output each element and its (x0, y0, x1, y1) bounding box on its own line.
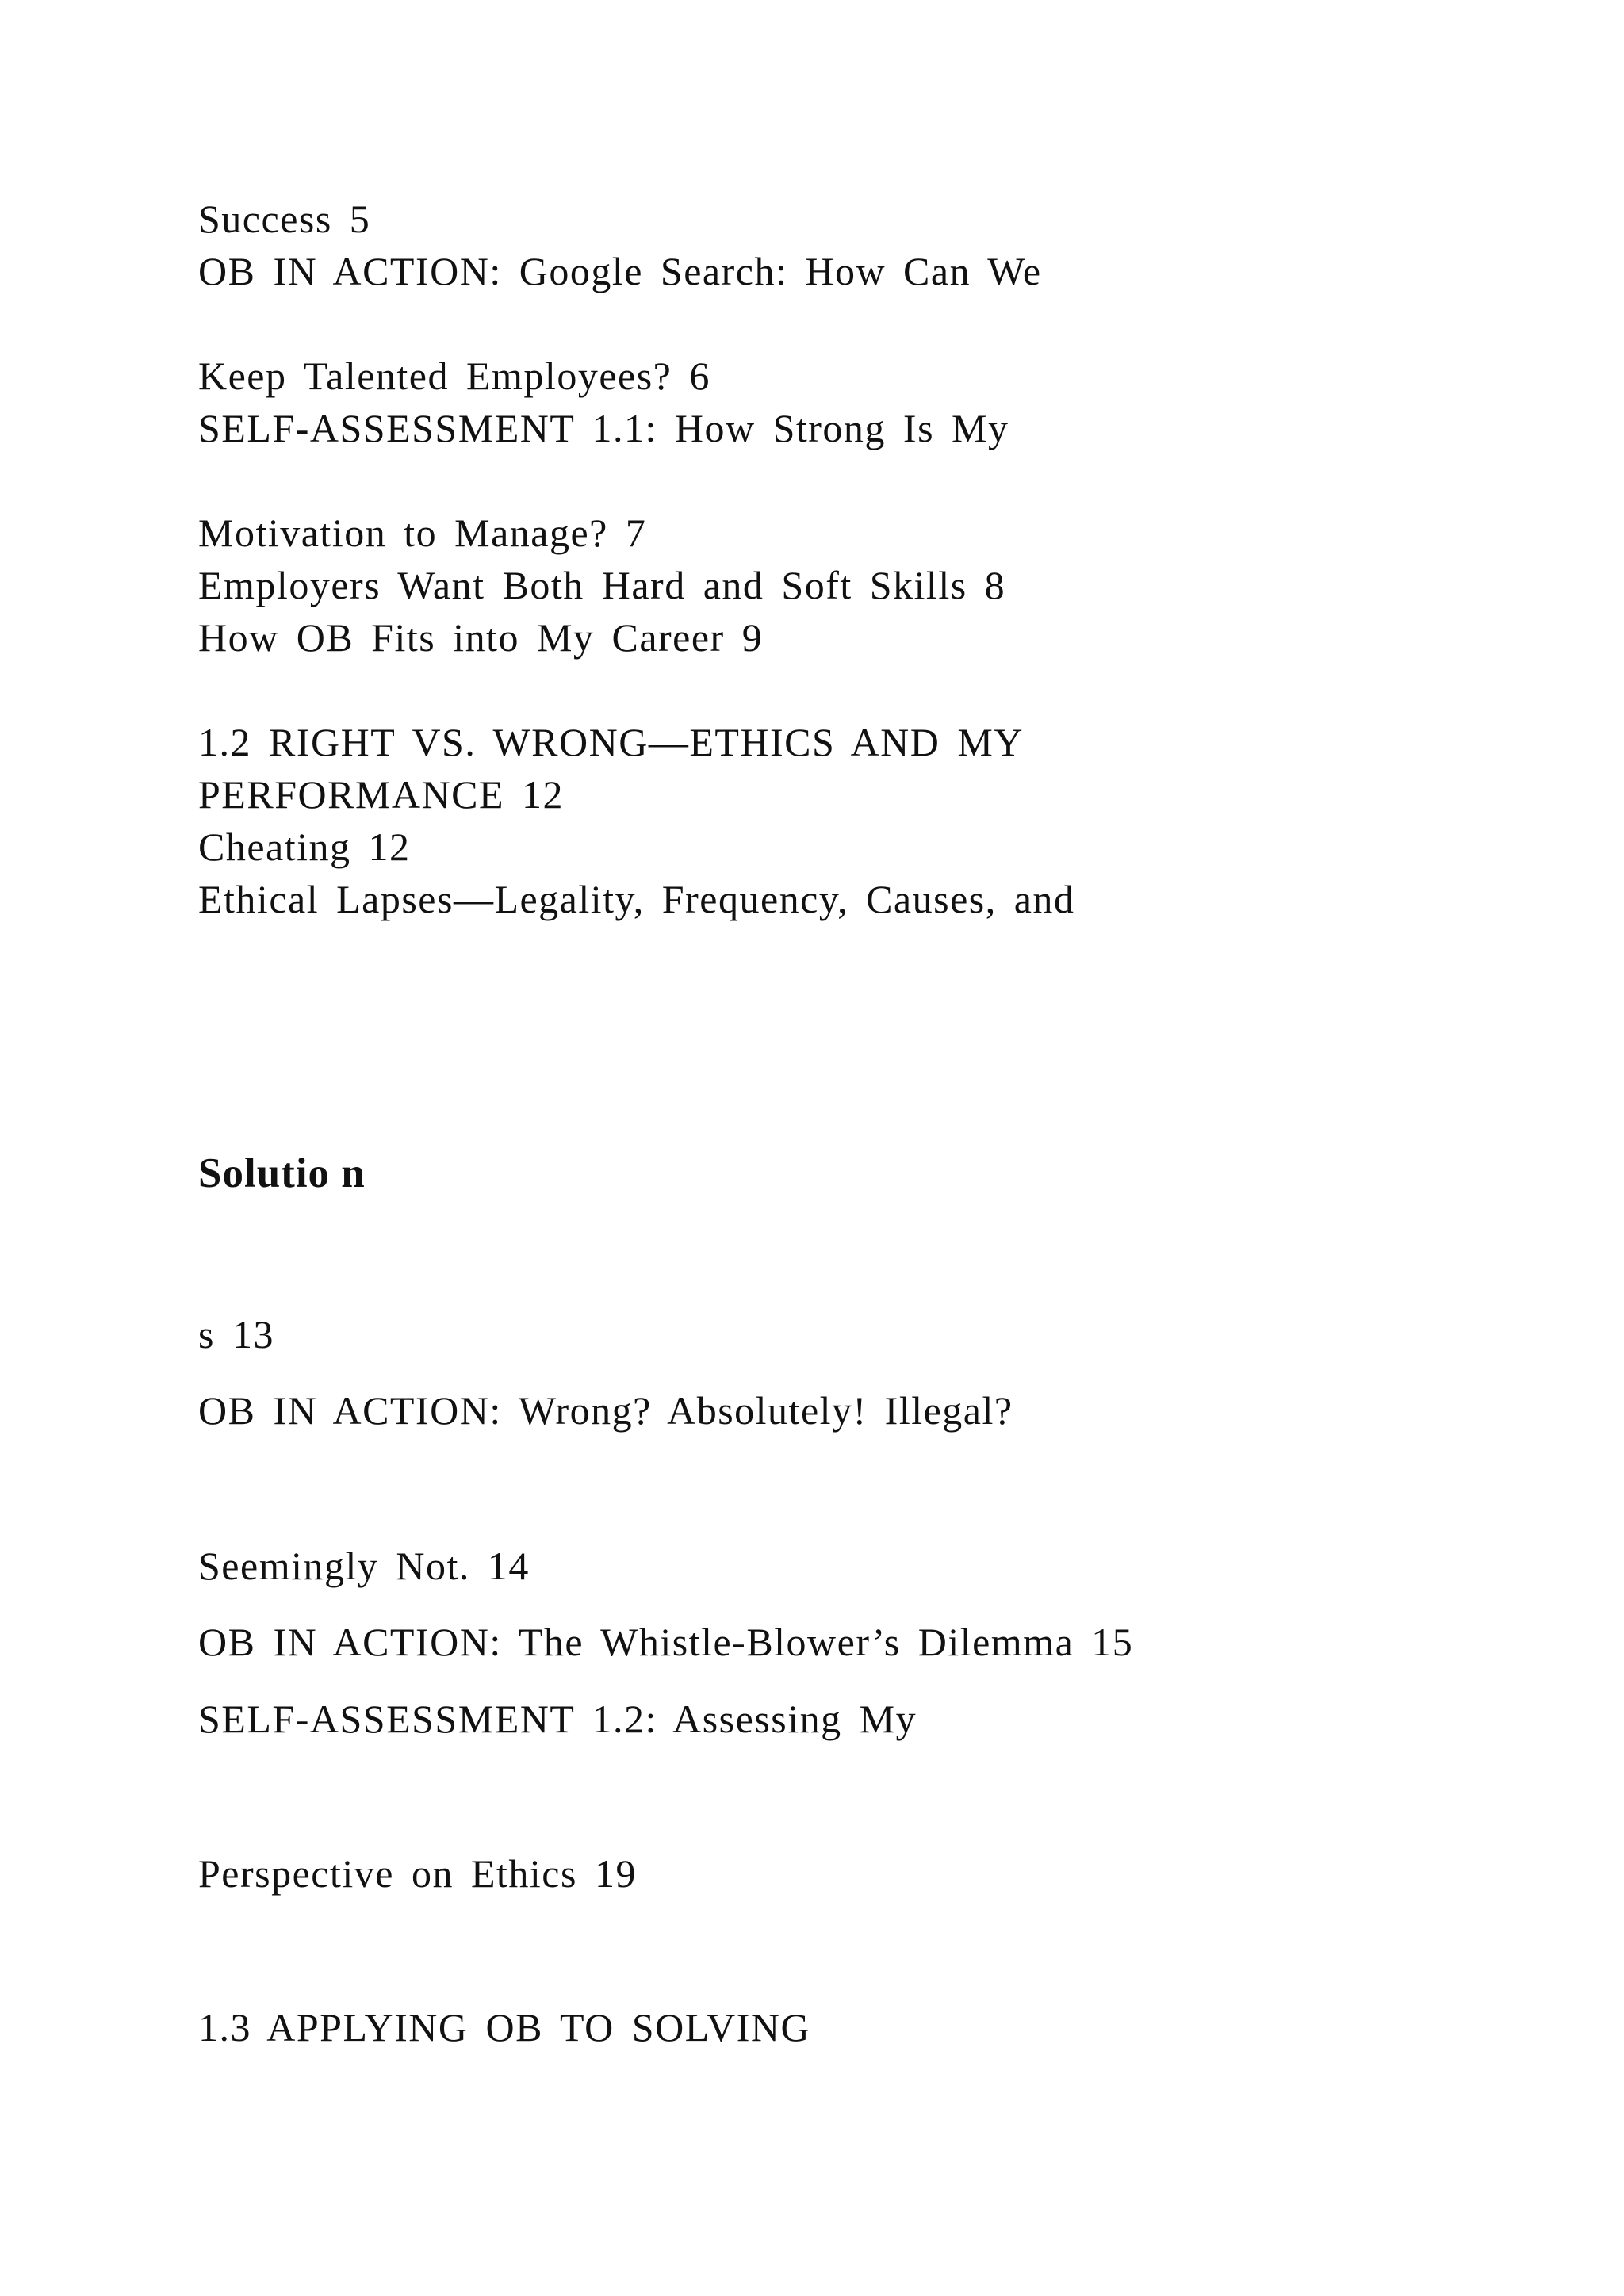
text-line: OB IN ACTION: Google Search: How Can We (198, 249, 1042, 293)
section-heading: 1.3 APPLYING OB TO SOLVING (198, 2005, 811, 2049)
text-line: Seemingly Not. 14 (198, 1544, 530, 1588)
text-line: Cheating 12 (198, 825, 411, 869)
section-heading: PERFORMANCE 12 (198, 772, 565, 817)
text-line: Motivation to Manage? 7 (198, 511, 647, 555)
solution-heading: Solutio n (198, 1150, 366, 1196)
text-line: OB IN ACTION: The Whistle-Blower’s Dilemma 15 (198, 1620, 1134, 1664)
text-line: How OB Fits into My Career 9 (198, 615, 764, 660)
text-line: Perspective on Ethics 19 (198, 1851, 637, 1896)
text-line: SELF-ASSESSMENT 1.2: Assessing My (198, 1697, 917, 1741)
text-line: s 13 (198, 1312, 274, 1357)
text-line: SELF-ASSESSMENT 1.1: How Strong Is My (198, 406, 1009, 450)
section-heading: 1.2 RIGHT VS. WRONG—ETHICS AND MY (198, 720, 1024, 764)
text-line: Ethical Lapses—Legality, Frequency, Causes, and (198, 877, 1075, 921)
text-line: Success 5 (198, 197, 371, 241)
text-line: Keep Talented Employees? 6 (198, 354, 710, 398)
text-line: OB IN ACTION: Wrong? Absolutely! Illegal? (198, 1388, 1013, 1433)
text-line: Employers Want Both Hard and Soft Skills 8 (198, 563, 1006, 607)
